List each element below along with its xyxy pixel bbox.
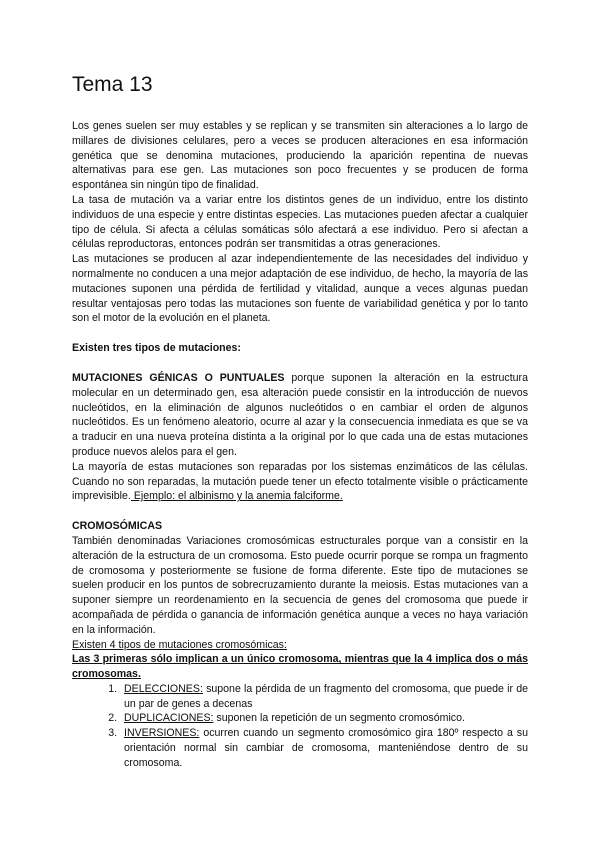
document-page	[72, 72, 528, 771]
list-item	[120, 682, 528, 712]
list-item	[120, 711, 528, 726]
list-item-text: supone la pérdida de un fragmento del cromosoma, que puede ir de un par de genes a decenas	[124, 682, 528, 710]
genicas-example: Ejemplo: el albinismo y la anemia falciforme.	[130, 490, 343, 503]
genicas-paragraph-1	[72, 371, 528, 460]
page-title: Tema 13	[72, 73, 153, 96]
list-item-text: ocurren cuando un segmento cromosómico gira 180º respecto a su orientación normal sin cambiar de cromosoma, manteniéndose dentro de su cromosoma.	[124, 727, 528, 769]
list-item-term: DUPLICACIONES:	[124, 712, 214, 725]
intro-paragraph-2: La tasa de mutación va a variar entre los distintos genes de un individuo, entre los distinto individuos de una especie y entre distintas especies. Las mutaciones pueden afectar a cualquier tipo de célula. Si afecta a células somáticas sólo afectará a ese individuo. Pero si afectan a células reproductoras, entonces podrán ser transmitidas a otras generaciones.	[72, 193, 528, 251]
genicas-text-2: La mayoría de estas mutaciones son reparadas por los sistemas enzimáticos de las células. Cuando no son reparadas, la mutación puede tener un efecto totalmente visible o prácticamente imprevisible.	[72, 460, 528, 503]
genicas-paragraph-2	[72, 460, 528, 504]
cromosomicas-list	[72, 682, 528, 771]
cromosomicas-paragraph-1: También denominadas Variaciones cromosómicas estructurales porque van a consistir en la alteración de la estructura de un cromosoma. Esto puede ocurrir porque se rompa un fragmento de cromosoma y posteriormente se fusione de forma diferente. Este tipo de mutaciones se suelen producir en los puntos de sobrecruzamiento durante la meiosis. Estas mutaciones van a suponer siempre un reordenamiento en la secuencia de genes del cromosoma que puede ir acompañada de pérdida o ganancia de información genética aunque a veces no haya variación en la información.	[72, 534, 528, 636]
intro-paragraph-3: Las mutaciones se producen al azar independientemente de las necesidades del individuo y normalmente no conducen a una mejor adaptación de ese individuo, de hecho, la mayoría de las mutaciones suponen una pérdida de fertilidad y vitalidad, aunque a veces algunas puedan resultar ventajosas pero todas las mutaciones son fuente de variabilidad genética y por lo tanto son el motor de la evolución en el planeta.	[72, 253, 528, 325]
genicas-text-1: porque suponen la alteración en la estructura molecular en un determinado gen, esa alteración puede consistir en la introducción de nuevos nucleótidos, en la eliminación de algunos nucleótidos o en cambiar el orden de algunos nucleótidos. Es un fenómeno aleatorio, ocurre al azar y la consecuencia inmediata es que se va a traducir en una nueva proteína distinta a la original por lo que cada una de estas mutaciones produce nuevos alelos para el gen.	[72, 371, 528, 458]
list-item	[120, 726, 528, 770]
cromosomicas-types-line: Existen 4 tipos de mutaciones cromosómicas:	[72, 638, 287, 651]
types-heading: Existen tres tipos de mutaciones:	[72, 342, 241, 355]
list-item-term: INVERSIONES:	[124, 727, 200, 740]
intro-paragraph-1: Los genes suelen ser muy estables y se replican y se transmiten sin alteraciones a lo largo de millares de divisiones celulares, pero a veces se producen alteraciones en esa información genética que se denomina mutaciones, produciendo la aparición repentina de nuevas alternativas para ese gen. Las mutaciones son poco frecuentes y se producen de forma espontánea sin ningún tipo de finalidad.	[72, 120, 528, 192]
genicas-heading: MUTACIONES GÉNICAS O PUNTUALES	[72, 371, 285, 384]
cromosomicas-note: Las 3 primeras sólo implican a un único cromosoma, mientras que la 4 implica dos o más cromosomas.	[72, 653, 528, 681]
cromosomicas-heading: CROMOSÓMICAS	[72, 520, 163, 533]
list-item-text: suponen la repetición de un segmento cromosómico.	[213, 712, 465, 725]
list-item-term: DELECCIONES:	[124, 682, 203, 695]
